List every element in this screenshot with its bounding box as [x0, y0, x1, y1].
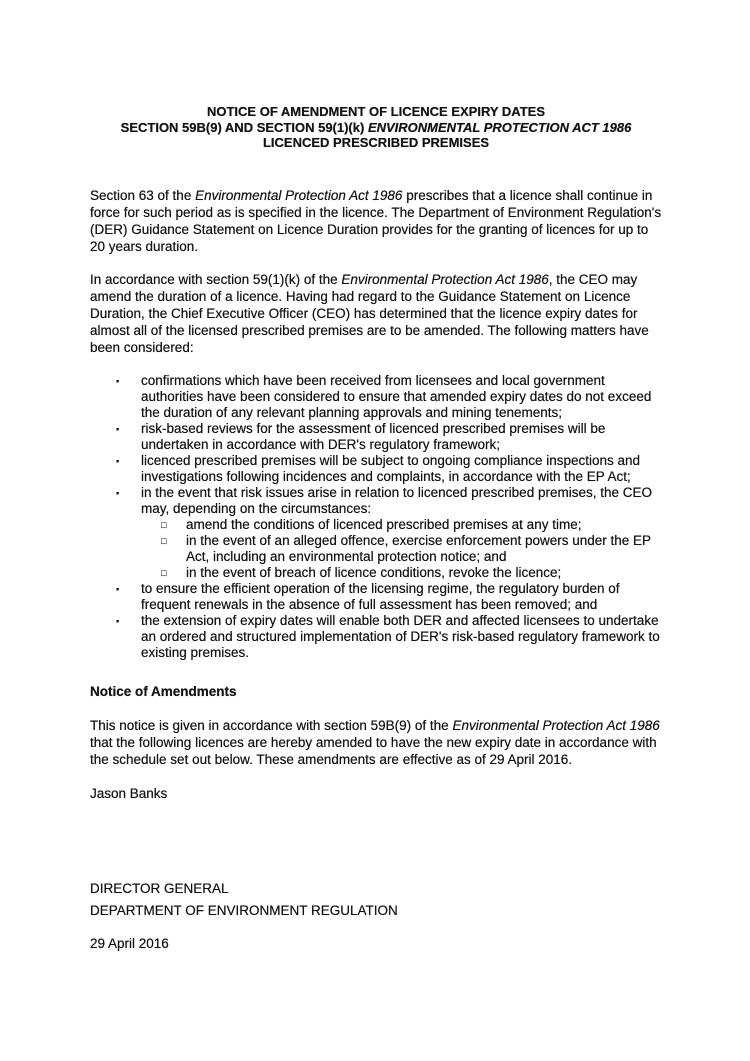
p2-act-name: Environmental Protection Act 1986 [341, 271, 549, 287]
p1-act-name: Environmental Protection Act 1986 [195, 187, 403, 203]
title-line-1: NOTICE OF AMENDMENT OF LICENCE EXPIRY DATES [206, 104, 546, 119]
notice-text-pre: This notice is given in accordance with section 59B(9) of the [90, 717, 453, 733]
p1-text-post: prescribes that a licence shall continue in force for such period as is specified in the licence. The Department of Environment Regulation's (DER) Guidance Statement on Licence Duration provides for the granting of licences for up to 20 years duration. [90, 187, 662, 254]
notice-of-amendments-heading: Notice of Amendments [90, 683, 237, 699]
sub-list-item-text: amend the conditions of licenced prescribed premises at any time; [186, 516, 582, 532]
signatory-title-block [90, 878, 662, 922]
notice-act-name: Environmental Protection Act 1986 [452, 717, 660, 733]
title-line-2-prefix: SECTION 59B(9) AND SECTION 59(1)(k) [120, 119, 368, 135]
title-line-2-act-name: ENVIRONMENTAL PROTECTION ACT 1986 [367, 119, 632, 135]
signatory-title-line-1: DIRECTOR GENERAL [90, 880, 229, 896]
paragraph-section-63 [90, 187, 662, 255]
list-item-text: confirmations which have been received from licensees and local government authorities have been considered to ensure that amended expiry dates do not exceed the duration of any relevant planning approvals and mining tenements; [141, 372, 652, 420]
sub-list-item [141, 565, 662, 581]
list-item-text: the extension of expiry dates will enable both DER and affected licensees to undertake an ordered and structured implementation of DER's risk-based regulatory framework to existing premises. [141, 612, 660, 660]
document-title [90, 104, 662, 151]
list-item [90, 421, 662, 453]
ceo-actions-sublist [141, 517, 662, 581]
signatory-title-line-2: DEPARTMENT OF ENVIRONMENT REGULATION [90, 902, 398, 918]
sub-list-item [141, 533, 662, 565]
hollow-square-bullet-icon: □ [161, 535, 167, 546]
list-item-lead-text: in the event that risk issues arise in relation to licenced prescribed premises, the CEO may, depending on the circumstances: [141, 484, 652, 516]
square-bullet-icon: ▪ [116, 487, 120, 498]
hollow-square-bullet-icon: □ [161, 519, 167, 530]
sub-list-item-text: in the event of breach of licence conditions, revoke the licence; [186, 564, 562, 580]
considered-matters-list [90, 373, 662, 661]
list-item-text [141, 485, 662, 581]
p2-text-post: , the CEO may amend the duration of a licence. Having had regard to the Guidance Statement on Licence Duration, the Chief Executive Officer (CEO) has determined that the licence expiry dates for almost all of the licensed prescribed premises are to be amended. The following matters have been considered: [90, 271, 649, 355]
list-item [90, 485, 662, 581]
title-line-2 [90, 120, 662, 136]
list-item [90, 453, 662, 485]
list-item-text: to ensure the efficient operation of the licensing regime, the regulatory burden of frequent renewals in the absence of full assessment has been removed; and [141, 580, 620, 612]
title-line-3: LICENCED PRESCRIBED PREMISES [262, 135, 490, 150]
notice-text-post: that the following licences are hereby amended to have the new expiry date in accordance with the schedule set out below. These amendments are effective as of 29 April 2016. [90, 734, 657, 767]
sub-list-item [141, 517, 662, 533]
signatory-name: Jason Banks [90, 785, 168, 801]
paragraph-notice [90, 717, 662, 768]
square-bullet-icon: ▪ [116, 455, 120, 466]
square-bullet-icon: ▪ [116, 375, 120, 386]
sub-list-item-text: in the event of an alleged offence, exercise enforcement powers under the EP Act, including an environmental protection notice; and [186, 532, 651, 564]
square-bullet-icon: ▪ [116, 423, 120, 434]
list-item [90, 613, 662, 661]
list-item [90, 581, 662, 613]
list-item [90, 373, 662, 421]
list-item-text: licenced prescribed premises will be subject to ongoing compliance inspections and investigations following incidences and complaints, in accordance with the EP Act; [141, 452, 641, 484]
paragraph-section-59 [90, 271, 662, 356]
square-bullet-icon: ▪ [116, 615, 120, 626]
notice-date: 29 April 2016 [90, 935, 169, 951]
list-item-text: risk-based reviews for the assessment of licenced prescribed premises will be undertaken in accordance with DER's regulatory framework; [141, 420, 606, 452]
hollow-square-bullet-icon: □ [161, 567, 167, 578]
p1-text-pre: Section 63 of the [90, 187, 196, 203]
p2-text-pre: In accordance with section 59(1)(k) of the [90, 271, 342, 287]
square-bullet-icon: ▪ [116, 583, 120, 594]
